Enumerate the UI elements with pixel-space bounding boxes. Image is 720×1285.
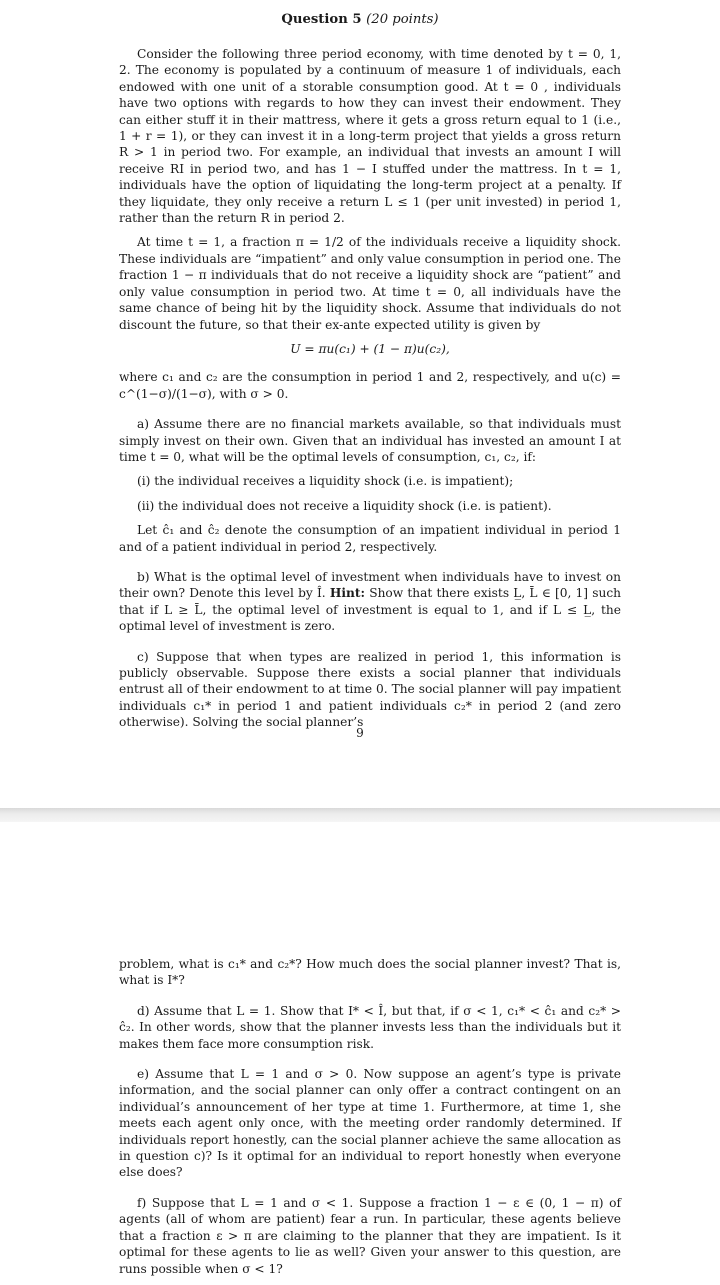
where-clause: where c₁ and c₂ are the consumption in period 1 and 2, respectively, and u(c) = c^(1−σ)/(1−σ), with σ > 0.	[119, 370, 621, 401]
part-a-question: a) Assume there are no financial markets available, so that individuals must simply invest on their own. Given that an individual has invested an amount I at time t = 0, what will be the optimal levels of consumption, c₁, c₂, if:	[119, 417, 621, 464]
hint-label: Hint:	[329, 586, 366, 601]
question-points: (20 points)	[366, 12, 439, 27]
part-c-question-end: problem, what is c₁* and c₂*? How much does the social planner invest? That is, what is I*?	[119, 957, 621, 988]
page-10	[0, 822, 720, 1276]
intro-paragraph-2: At time t = 1, a fraction π = 1/2 of the individuals receive a liquidity shock. These individuals are “impatient” and only value consumption in period one. The fraction 1 − π individuals that do not receive a liquidity shock are “patient” and only value consumption in period two. At time t = 0, all individuals have the same chance of being hit by the liquidity shock. Assume that individuals do not discount the future, so that their ex-ante expected utility is given by	[119, 235, 621, 332]
utility-equation: U = πu(c₁) + (1 − π)u(c₂),	[290, 341, 450, 356]
part-d-question: d) Assume that L = 1. Show that I* < Î, but that, if σ < 1, c₁* < ĉ₁ and c₂* > ĉ₂. In other words, show that the planner invests less than the individuals but it makes them face more consumption risk.	[119, 1003, 621, 1051]
part-b-text: b) What is the optimal level of investment when individuals have to invest on their own? Denote this level by Î.	[119, 569, 621, 601]
part-a-note: Let ĉ₁ and ĉ₂ denote the consumption of an impatient individual in period 1 and of a patient individual in period 2, respectively.	[119, 523, 621, 554]
question-heading	[0, 12, 720, 27]
intro-paragraph-1: Consider the following three period economy, with time denoted by t = 0, 1, 2. The economy is populated by a continuum of measure 1 of individuals, each endowed with one unit of a storable consumption good. At t = 0 , individuals have two options with regards to how they can invest their endowment. They can either stuff it in their mattress, where it gets a gross return equal to 1 (i.e., 1 + r = 1), or they can invest it in a long-term project that yields a gross return R > 1 in period two. For example, an individual that invests an amount I will receive RI in period two, and has 1 − I stuffed under the mattress. In t = 1, individuals have the option of liquidating the long-term project at a penalty. If they liquidate, they only receive a return L ≤ 1 (per unit invested) in period 1, rather than the return R in period 2.	[119, 47, 621, 226]
page-number: 9	[356, 726, 364, 740]
question-body-top	[119, 46, 621, 739]
question-body-bottom	[119, 956, 621, 1285]
part-a-item-i: (i) the individual receives a liquidity shock (i.e. is impatient);	[137, 474, 514, 489]
part-e-question: e) Assume that L = 1 and σ > 0. Now suppose an agent’s type is private information, and the social planner can only offer a contract contingent on an individual’s announcement of her type at time 1. Furthermore, at time 1, she meets each agent only once, with the meeting order randomly determined. If individuals report honestly, can the social planner achieve the same allocation as in question c)? Is it optimal for an individual to report honestly when everyone else does?	[119, 1067, 621, 1180]
part-f-question: f) Suppose that L = 1 and σ < 1. Suppose a fraction 1 − ε ∈ (0, 1 − π) of agents (all of whom are patient) fear a run. In particular, these agents believe that a fraction ε > π are claiming to the planner that they are impatient. Is it optimal for these agents to lie as well? Given your answer to this question, are runs possible when σ < 1?	[119, 1195, 621, 1276]
part-c-question-start: c) Suppose that when types are realized in period 1, this information is publicly observable. Suppose there exists a social planner that individuals entrust all of their endowment to at time 0. The social planner will pay impatient individuals c₁* in period 1 and patient individuals c₂* in period 2 (and zero otherwise). Solving the social planner’s	[119, 649, 621, 730]
part-a-item-ii: (ii) the individual does not receive a liquidity shock (i.e. is patient).	[137, 498, 552, 513]
question-title: Question 5	[281, 12, 362, 27]
part-b-hint: Show that there exists L̲, L̄ ∈ [0, 1] such that if L ≥ L̄, the optimal level of investment is equal to 1, and if L ≤ L̲, the optimal level of investment is zero.	[119, 586, 621, 634]
page-separator	[0, 808, 720, 822]
part-b-question	[119, 569, 621, 635]
